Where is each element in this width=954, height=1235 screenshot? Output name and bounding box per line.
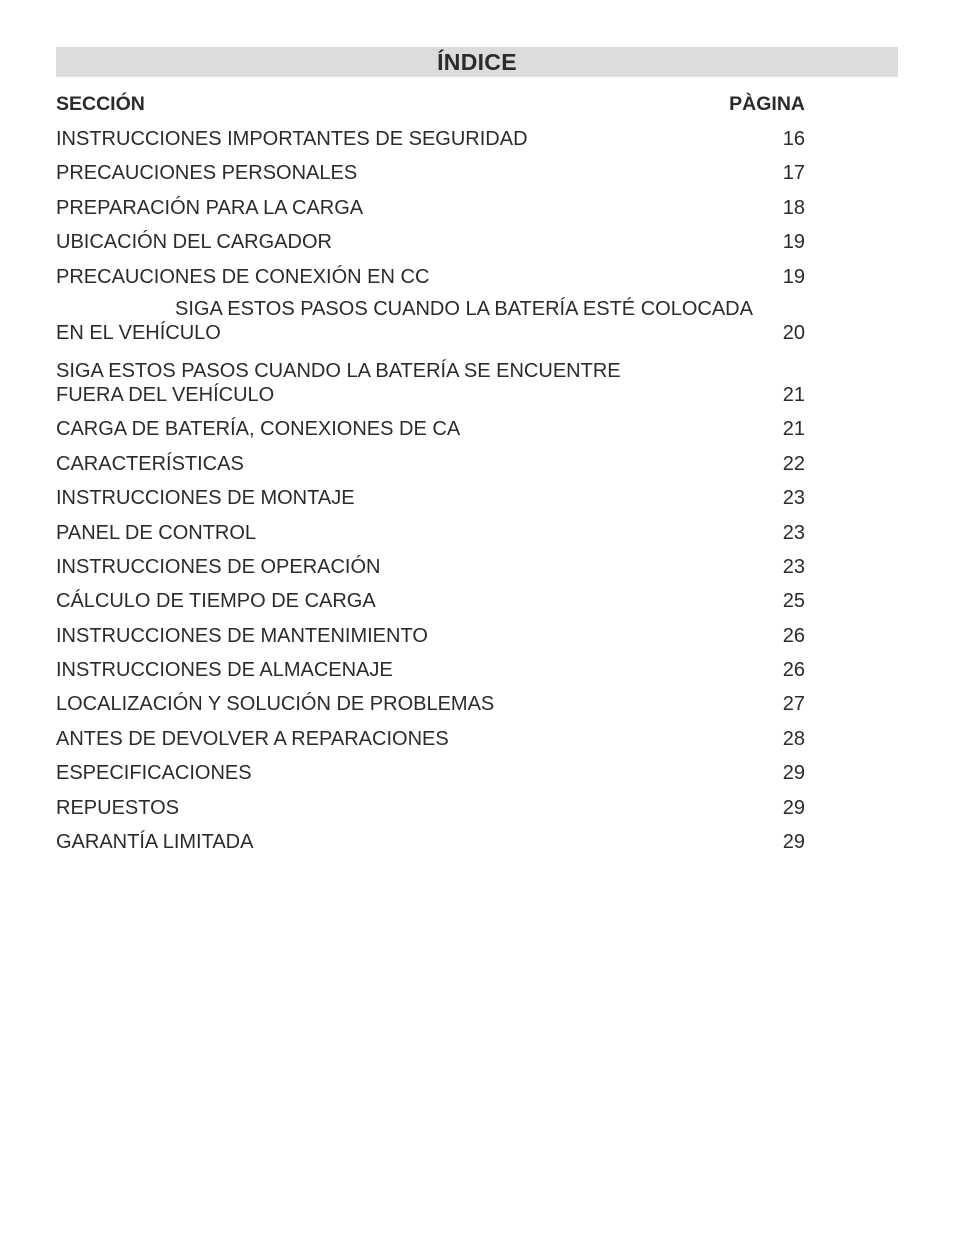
toc-entry-label: GARANTÍA LIMITADA <box>56 831 254 854</box>
toc-entry-label: INSTRUCCIONES DE MONTAJE <box>56 487 355 510</box>
toc-entry-page: 29 <box>782 796 805 819</box>
toc-entry-page: 21 <box>782 383 805 406</box>
toc-entry[interactable] <box>56 761 805 785</box>
toc-entry[interactable] <box>56 796 805 820</box>
toc-entry-page: 29 <box>782 831 805 854</box>
toc-entry-label-line-2: EN EL VEHÍCULO <box>56 321 221 344</box>
toc-entry-label: REPUESTOS <box>56 796 179 819</box>
toc-entry-label: INSTRUCCIONES IMPORTANTES DE SEGURIDAD <box>56 128 528 150</box>
toc-entry-line-1 <box>56 359 805 383</box>
toc-entry[interactable] <box>56 555 805 579</box>
toc-entry-page: 22 <box>782 452 805 475</box>
toc-entry[interactable] <box>56 521 805 545</box>
toc-entry[interactable] <box>56 624 805 648</box>
toc-entry[interactable] <box>56 161 805 185</box>
toc-entry-page: 18 <box>782 196 805 219</box>
toc-entry-label: INSTRUCCIONES DE MANTENIMIENTO <box>56 624 428 647</box>
toc-entry-page: 16 <box>782 128 805 150</box>
toc-entry-label-line-1: SIGA ESTOS PASOS CUANDO LA BATERÍA ESTÉ COLOCADA <box>175 297 753 320</box>
toc-entry-line-2 <box>56 321 805 345</box>
toc-entry[interactable] <box>56 452 805 476</box>
toc-entry-page: 20 <box>782 321 805 344</box>
toc-entry-label: CARGA DE BATERÍA, CONEXIONES DE CA <box>56 418 461 441</box>
toc-entry-label: PREPARACIÓN PARA LA CARGA <box>56 196 364 219</box>
toc-entry[interactable] <box>56 297 805 345</box>
toc-page <box>56 47 898 864</box>
page-column-header: PÀGINA <box>729 93 805 115</box>
toc-entry[interactable] <box>56 196 805 220</box>
toc-entry-label: ESPECIFICACIONES <box>56 762 252 785</box>
toc-entry[interactable] <box>56 417 805 441</box>
toc-entry-page: 21 <box>782 418 805 441</box>
section-column-header: SECCIÓN <box>56 93 145 115</box>
toc-entry-page: 23 <box>782 555 805 578</box>
toc-entry-label: ANTES DE DEVOLVER A REPARACIONES <box>56 727 449 750</box>
toc-entry-page: 19 <box>782 265 805 288</box>
toc-entry-page: 27 <box>782 693 805 716</box>
table-of-contents <box>56 93 805 854</box>
toc-entry[interactable] <box>56 359 805 407</box>
toc-entry-page: 29 <box>782 762 805 785</box>
toc-entry-page: 23 <box>782 521 805 544</box>
toc-entry-label: UBICACIÓN DEL CARGADOR <box>56 231 332 254</box>
toc-entry-label: LOCALIZACIÓN Y SOLUCIÓN DE PROBLEMAS <box>56 693 495 716</box>
toc-entry-page: 26 <box>782 659 805 682</box>
page-title: ÍNDICE <box>437 48 517 75</box>
toc-entry-page: 28 <box>782 727 805 750</box>
toc-entry-page: 25 <box>782 590 805 613</box>
toc-entry[interactable] <box>56 692 805 716</box>
toc-entry-label: PRECAUCIONES PERSONALES <box>56 162 358 185</box>
toc-entry-line-2 <box>56 383 805 407</box>
toc-entry-line-1 <box>56 297 805 321</box>
toc-header <box>56 93 805 122</box>
toc-entry-label: PANEL DE CONTROL <box>56 521 257 544</box>
toc-entry[interactable] <box>56 589 805 613</box>
toc-entry[interactable] <box>56 265 805 289</box>
toc-entry[interactable] <box>56 230 805 254</box>
toc-entry-page: 17 <box>782 162 805 185</box>
toc-entry-page: 19 <box>782 231 805 254</box>
toc-entry[interactable] <box>56 830 805 854</box>
toc-entry-label: CARACTERÍSTICAS <box>56 452 244 475</box>
toc-entry-label: INSTRUCCIONES DE OPERACIÓN <box>56 555 381 578</box>
toc-entry[interactable] <box>56 658 805 682</box>
toc-entry[interactable] <box>56 486 805 510</box>
toc-entry-page: 23 <box>782 487 805 510</box>
toc-entry-label-line-1: SIGA ESTOS PASOS CUANDO LA BATERÍA SE ENCUENTRE <box>56 359 621 382</box>
toc-entry[interactable] <box>56 727 805 751</box>
toc-entry[interactable] <box>56 127 805 151</box>
toc-entry-label-line-2: FUERA DEL VEHÍCULO <box>56 383 275 406</box>
toc-entry-label: CÁLCULO DE TIEMPO DE CARGA <box>56 590 376 613</box>
toc-entry-label: INSTRUCCIONES DE ALMACENAJE <box>56 659 393 682</box>
title-bar <box>56 47 898 77</box>
toc-entry-page: 26 <box>782 624 805 647</box>
toc-entry-label: PRECAUCIONES DE CONEXIÓN EN CC <box>56 265 430 288</box>
